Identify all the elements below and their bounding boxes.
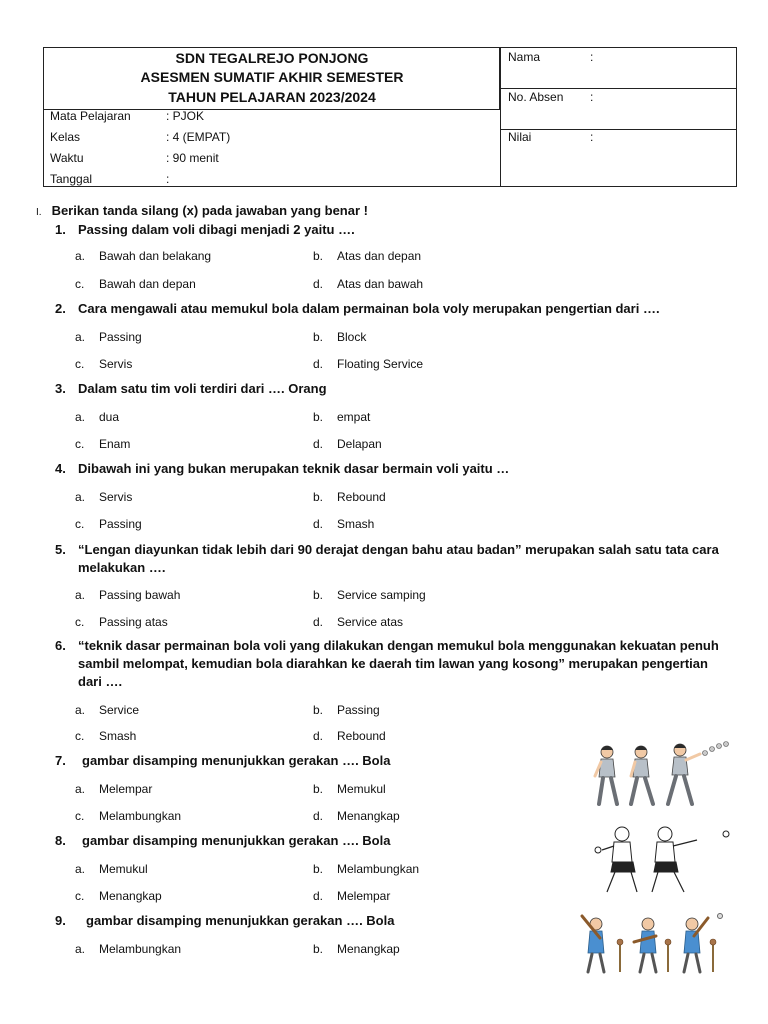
option-9a[interactable]: a. Melambungkan (75, 942, 182, 956)
question-text: “teknik dasar permainan bola voli yang dilakukan dengan memukul bola menggunakan kekuatan penuh sambil melompat, kemudian bola diarahkan ke daerah tim lawan yang kosong” merupakan pengertian dari …. (78, 638, 719, 689)
question-text: Dalam satu tim voli terdiri dari …. Orang (78, 381, 327, 396)
name-colon: : (590, 50, 594, 64)
question-3 (55, 380, 725, 398)
option-1c[interactable]: c. Bawah dan depan (75, 277, 196, 291)
exam-name: ASESMEN SUMATIF AKHIR SEMESTER (140, 69, 404, 85)
question-number: 6. (55, 638, 66, 653)
throwing-illustration (585, 738, 735, 810)
option-3b[interactable]: b. empat (313, 410, 371, 424)
option-6a[interactable]: a. Service (75, 703, 140, 717)
option-8d[interactable]: d. Melempar (313, 889, 391, 903)
nilai-field[interactable] (500, 130, 736, 186)
question-text: gambar disamping menunjukkan gerakan …. Bola (86, 913, 395, 928)
question-text: “Lengan diayunkan tidak lebih dari 90 derajat dengan bahu atau badan” merupakan salah satu tata cara melakukan …. (78, 542, 719, 575)
section-instruction: Berikan tanda silang (x) pada jawaban yang benar ! (51, 203, 368, 218)
header-table (43, 47, 737, 187)
info-label: Kelas (50, 130, 81, 144)
question-7 (55, 752, 575, 770)
option-9b[interactable]: b. Menangkap (313, 942, 400, 956)
question-text: Dibawah ini yang bukan merupakan teknik dasar bermain voli yaitu … (78, 461, 510, 476)
option-7a[interactable]: a. Melempar (75, 782, 153, 796)
question-6 (55, 637, 725, 691)
option-2c[interactable]: c. Servis (75, 357, 133, 371)
option-3a[interactable]: a. dua (75, 410, 120, 424)
section-number: I. (36, 207, 42, 218)
info-value: : 4 (EMPAT) (166, 130, 231, 144)
option-4c[interactable]: c. Passing (75, 517, 142, 531)
question-text: Cara mengawali atau memukul bola dalam permainan bola voly merupakan pengertian dari …. (78, 301, 660, 316)
absen-field[interactable] (500, 89, 736, 130)
question-number: 5. (55, 542, 66, 557)
option-4b[interactable]: b. Rebound (313, 490, 386, 504)
option-7d[interactable]: d. Menangkap (313, 809, 400, 823)
question-text: gambar disamping menunjukkan gerakan …. Bola (82, 833, 391, 848)
section-heading (36, 203, 368, 218)
option-5a[interactable]: a. Passing bawah (75, 588, 181, 602)
info-label: Mata Pelajaran (50, 109, 131, 123)
question-number: 9. (55, 913, 66, 928)
option-6b[interactable]: b. Passing (313, 703, 380, 717)
info-value: : (166, 172, 170, 186)
question-number: 8. (55, 833, 66, 848)
question-2 (55, 300, 725, 318)
option-8b[interactable]: b. Melambungkan (313, 862, 420, 876)
option-1b[interactable]: b. Atas dan depan (313, 249, 422, 263)
option-2b[interactable]: b. Block (313, 330, 367, 344)
header-title-cell (44, 48, 500, 110)
throwing-stance-illustration (588, 822, 733, 898)
option-3d[interactable]: d. Delapan (313, 437, 382, 451)
option-7c[interactable]: c. Melambungkan (75, 809, 182, 823)
question-number: 4. (55, 461, 66, 476)
option-7b[interactable]: b. Memukul (313, 782, 386, 796)
question-number: 1. (55, 222, 66, 237)
option-8a[interactable]: a. Memukul (75, 862, 148, 876)
info-value: : PJOK (166, 109, 205, 123)
question-9 (55, 912, 575, 930)
question-number: 7. (55, 753, 66, 768)
option-2d[interactable]: d. Floating Service (313, 357, 424, 371)
info-value: : 90 menit (166, 151, 219, 165)
school-year: TAHUN PELAJARAN 2023/2024 (168, 89, 376, 105)
absen-colon: : (590, 90, 594, 104)
school-name: SDN TEGALREJO PONJONG (175, 50, 369, 66)
option-5c[interactable]: c. Passing atas (75, 615, 168, 629)
option-3c[interactable]: c. Enam (75, 437, 131, 451)
option-1d[interactable]: d. Atas dan bawah (313, 277, 424, 291)
batting-illustration (568, 912, 730, 974)
question-text: gambar disamping menunjukkan gerakan …. Bola (82, 753, 391, 768)
option-1a[interactable]: a. Bawah dan belakang (75, 249, 212, 263)
absen-label: No. Absen (508, 90, 564, 104)
question-4 (55, 460, 725, 478)
option-5d[interactable]: d. Service atas (313, 615, 404, 629)
option-6c[interactable]: c. Smash (75, 729, 137, 743)
question-5 (55, 541, 725, 577)
name-field[interactable] (500, 48, 736, 89)
nilai-label: Nilai (508, 130, 532, 144)
question-1 (55, 221, 725, 239)
option-8c[interactable]: c. Menangkap (75, 889, 162, 903)
question-number: 2. (55, 301, 66, 316)
nilai-colon: : (590, 130, 594, 144)
option-5b[interactable]: b. Service samping (313, 588, 426, 602)
option-4a[interactable]: a. Servis (75, 490, 133, 504)
name-label: Nama (508, 50, 541, 64)
question-text: Passing dalam voli dibagi menjadi 2 yaitu …. (78, 222, 355, 237)
info-label: Tanggal (50, 172, 93, 186)
option-2a[interactable]: a. Passing (75, 330, 142, 344)
question-number: 3. (55, 381, 66, 396)
info-label: Waktu (50, 151, 84, 165)
option-6d[interactable]: d. Rebound (313, 729, 386, 743)
option-4d[interactable]: d. Smash (313, 517, 375, 531)
question-8 (55, 832, 575, 850)
